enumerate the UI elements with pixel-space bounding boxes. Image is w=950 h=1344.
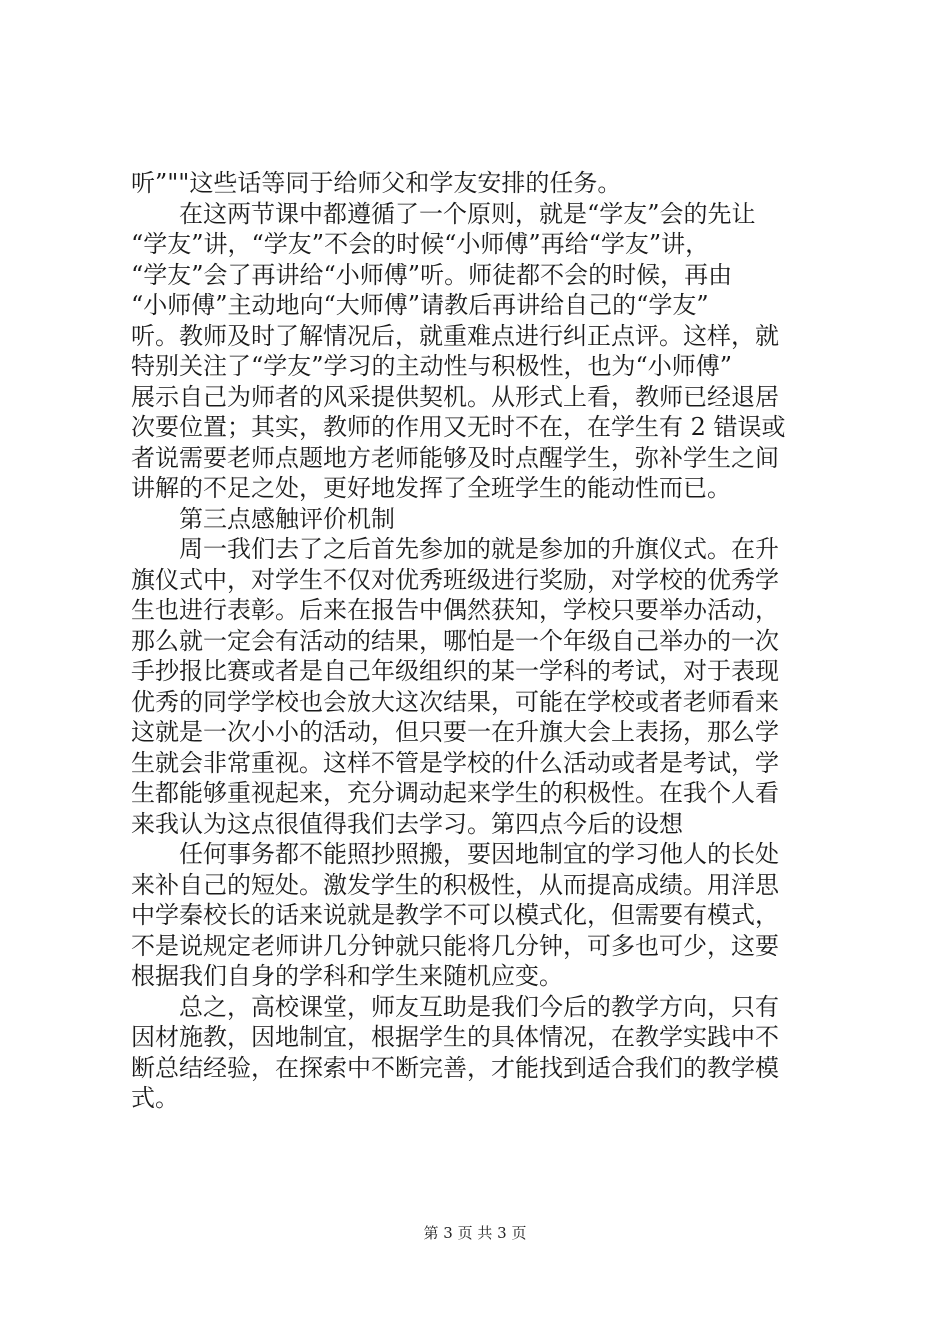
text-line: 中学秦校长的话来说就是教学不可以模式化，但需要有模式， bbox=[131, 901, 779, 929]
text-line: 手抄报比赛或者是自己年级组织的某一学科的考试，对于表现 bbox=[131, 657, 779, 685]
text-line: 不是说规定老师讲几分钟就只能将几分钟，可多也可少，这要 bbox=[131, 931, 779, 960]
text-line: 优秀的同学学校也会放大这次结果，可能在学校或者老师看来 bbox=[131, 687, 779, 716]
text-line: 这就是一次小小的活动，但只要一在升旗大会上表扬，那么学 bbox=[131, 718, 779, 746]
text-line: 讲解的不足之处，更好地发挥了全班学生的能动性而已。 bbox=[131, 474, 731, 502]
text-line: 展示自己为师者的风采提供契机。从形式上看，教师已经退居 bbox=[131, 382, 779, 411]
text-line: 周一我们去了之后首先参加的就是参加的升旗仪式。在升 bbox=[131, 535, 779, 563]
text-line: 特别关注了“学友”学习的主动性与积极性，也为“小师傅” bbox=[131, 352, 733, 380]
text-line: 那么就一定会有活动的结果，哪怕是一个年级自己举办的一次 bbox=[131, 626, 779, 655]
text-line: 生就会非常重视。这样不管是学校的什么活动或者是考试，学 bbox=[131, 748, 779, 777]
text-line: 生都能够重视起来，充分调动起来学生的积极性。在我个人看 bbox=[131, 779, 779, 807]
text-line: 根据我们自身的学科和学生来随机应变。 bbox=[131, 962, 563, 990]
text-line: 断总结经验，在探索中不断完善，才能找到适合我们的教学模 bbox=[131, 1053, 779, 1082]
text-line: 旗仪式中，对学生不仅对优秀班级进行奖励，对学校的优秀学 bbox=[131, 565, 779, 594]
text-line: “学友”讲，“学友”不会的时候“小师傅”再给“学友”讲， bbox=[131, 230, 710, 258]
section-heading: 第三点感触评价机制 bbox=[131, 504, 395, 533]
text-line: 生也进行表彰。后来在报告中偶然获知，学校只要举办活动， bbox=[131, 596, 779, 624]
text-line: 听。教师及时了解情况后，就重难点进行纠正点评。这样，就 bbox=[131, 321, 779, 350]
body-text bbox=[131, 168, 831, 1114]
text-line: 来补自己的短处。激发学生的积极性，从而提高成绩。用洋思 bbox=[131, 870, 779, 899]
page-number-label: 第 3 页 共 3 页 bbox=[423, 1224, 527, 1242]
text-line: 在这两节课中都遵循了一个原则，就是“学友”会的先让 bbox=[131, 199, 756, 228]
text-line: “学友”会了再讲给“小师傅”听。师徒都不会的时候，再由 bbox=[131, 260, 733, 289]
text-line: 来我认为这点很值得我们去学习。第四点今后的设想 bbox=[131, 809, 683, 838]
text-line: 者说需要老师点题地方老师能够及时点醒学生，弥补学生之间 bbox=[131, 443, 779, 472]
text-line: 任何事务都不能照抄照搬，要因地制宜的学习他人的长处 bbox=[131, 840, 779, 868]
text-line: 听”""这些话等同于给师父和学友安排的任务。 bbox=[131, 169, 622, 197]
text-line: “小师傅”主动地向“大师傅”请教后再讲给自己的“学友” bbox=[131, 291, 709, 319]
text-line: 总之，高校课堂，师友互助是我们今后的教学方向，只有 bbox=[131, 992, 779, 1021]
text-line: 次要位置；其实，教师的作用又无时不在，在学生有 2 错误或 bbox=[131, 413, 786, 441]
text-line: 式。 bbox=[131, 1084, 179, 1112]
page-footer bbox=[0, 1222, 950, 1243]
text-line: 因材施教，因地制宜，根据学生的具体情况，在教学实践中不 bbox=[131, 1023, 779, 1051]
